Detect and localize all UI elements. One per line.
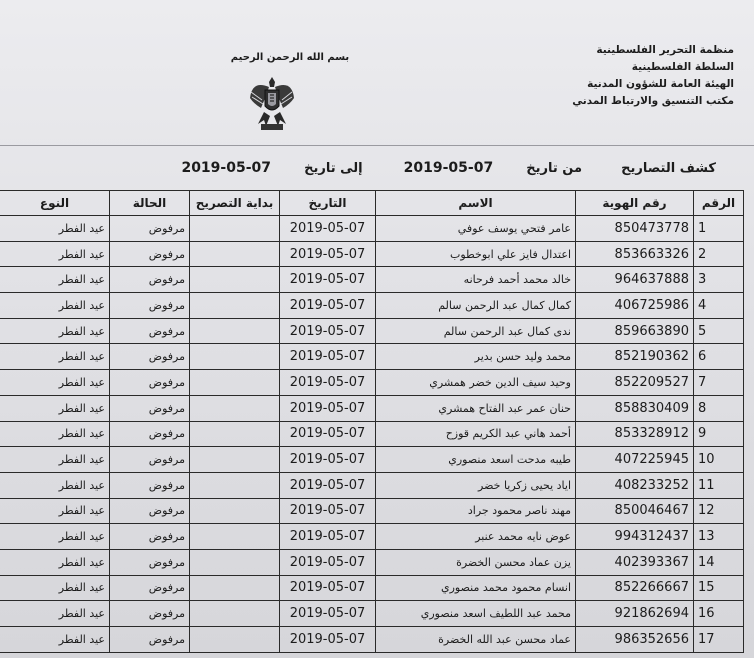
org-line: السلطة الفلسطينية [631,61,734,73]
permit-date-cell: 2019-05-07 [280,370,376,396]
permit-type-cell: عيد الفطر [0,216,110,242]
row-number-cell: 9 [694,421,744,447]
row-number-cell: 13 [694,524,744,550]
permit-type-cell: عيد الفطر [0,601,110,627]
permit-date-cell: 2019-05-07 [280,575,376,601]
person-name-cell: محمد وليد حسن بدير [376,344,576,370]
eagle-emblem-icon [248,74,296,132]
id-number-cell: 994312437 [576,524,694,550]
permit-date-cell: 2019-05-07 [280,395,376,421]
permit-status-cell: مرفوض [110,627,190,653]
permit-status-cell: مرفوض [110,447,190,473]
permit-type-cell: عيد الفطر [0,293,110,319]
permit-start-cell [190,421,280,447]
id-number-cell: 407225945 [576,447,694,473]
id-number-cell: 850046467 [576,498,694,524]
to-date-value: 2019-05-07 [181,160,272,176]
permit-type-cell: عيد الفطر [0,498,110,524]
person-name-cell: خالد محمد أحمد فرحانه [376,267,576,293]
permit-type-cell: عيد الفطر [0,575,110,601]
report-title-text: كشف التصاريح [621,161,716,176]
person-name-cell: محمد عبد اللطيف اسعد منصوري [376,601,576,627]
table-row [0,370,744,396]
person-name-cell: كمال كمال عبد الرحمن سالم [376,293,576,319]
permit-start-cell [190,524,280,550]
id-number-cell: 406725986 [576,293,694,319]
id-number-cell: 986352656 [576,627,694,653]
person-name-cell: عماد محسن عبد الله الخضرة [376,627,576,653]
person-name-cell: اياد يحيى زكريا خضر [376,472,576,498]
permit-status-cell: مرفوض [110,421,190,447]
permit-type-cell: عيد الفطر [0,472,110,498]
person-name-cell: حنان عمر عبد الفتاح همشري [376,395,576,421]
permit-date-cell: 2019-05-07 [280,627,376,653]
table-row [0,549,744,575]
permit-status-cell: مرفوض [110,575,190,601]
row-number-cell: 15 [694,575,744,601]
id-number-cell: 853328912 [576,421,694,447]
id-number-cell: 852209527 [576,370,694,396]
permits-table [0,190,744,653]
table-row [0,293,744,319]
row-number-cell: 8 [694,395,744,421]
header-date: التاريخ [280,191,376,216]
permit-start-cell [190,318,280,344]
permit-start-cell [190,627,280,653]
permit-date-cell: 2019-05-07 [280,549,376,575]
row-number-cell: 6 [694,344,744,370]
row-number-cell: 11 [694,472,744,498]
permit-start-cell [190,267,280,293]
org-line: الهيئة العامة للشؤون المدنية [587,78,734,90]
permit-date-cell: 2019-05-07 [280,318,376,344]
permit-date-cell: 2019-05-07 [280,498,376,524]
permit-type-cell: عيد الفطر [0,344,110,370]
org-line: منظمة التحرير الفلسطينية [596,44,734,56]
table-row [0,267,744,293]
id-number-cell: 853663326 [576,241,694,267]
header-num: الرقم [694,191,744,216]
person-name-cell: اعتدال فايز علي ابوخطوب [376,241,576,267]
id-number-cell: 402393367 [576,549,694,575]
permit-type-cell: عيد الفطر [0,524,110,550]
to-date-label: إلى تاريخ [304,161,363,176]
person-name-cell: عامر فتحي يوسف عوفي [376,216,576,242]
org-line: مكتب التنسيق والارتباط المدني [572,95,734,107]
permit-status-cell: مرفوض [110,498,190,524]
permit-start-cell [190,498,280,524]
row-number-cell: 10 [694,447,744,473]
person-name-cell: مهند ناصر محمود جراد [376,498,576,524]
permit-type-cell: عيد الفطر [0,395,110,421]
id-number-cell: 859663890 [576,318,694,344]
permit-date-cell: 2019-05-07 [280,267,376,293]
table-row [0,241,744,267]
from-date-value: 2019-05-07 [403,160,494,176]
header-start: بداية التصريح [190,191,280,216]
table-row [0,627,744,653]
permit-start-cell [190,216,280,242]
permit-start-cell [190,293,280,319]
permit-date-cell: 2019-05-07 [280,472,376,498]
permit-date-cell: 2019-05-07 [280,447,376,473]
table-row [0,524,744,550]
header-divider [0,145,754,146]
person-name-cell: طيبه مدحت اسعد منصوري [376,447,576,473]
permit-type-cell: عيد الفطر [0,549,110,575]
permit-start-cell [190,241,280,267]
permit-status-cell: مرفوض [110,370,190,396]
person-name-cell: عوض نايه محمد عنبر [376,524,576,550]
permit-start-cell [190,575,280,601]
id-number-cell: 852190362 [576,344,694,370]
table-row [0,575,744,601]
basmala-text: بسم الله الرحمن الرحيم [230,52,350,63]
permit-start-cell [190,395,280,421]
table-row [0,601,744,627]
id-number-cell: 858830409 [576,395,694,421]
table-row [0,344,744,370]
table-row [0,447,744,473]
permit-status-cell: مرفوض [110,472,190,498]
permit-start-cell [190,370,280,396]
id-number-cell: 921862694 [576,601,694,627]
row-number-cell: 17 [694,627,744,653]
permit-date-cell: 2019-05-07 [280,241,376,267]
permit-date-cell: 2019-05-07 [280,216,376,242]
id-number-cell: 408233252 [576,472,694,498]
table-row [0,498,744,524]
permit-status-cell: مرفوض [110,216,190,242]
permit-date-cell: 2019-05-07 [280,524,376,550]
permit-status-cell: مرفوض [110,241,190,267]
row-number-cell: 5 [694,318,744,344]
row-number-cell: 2 [694,241,744,267]
permit-status-cell: مرفوض [110,318,190,344]
row-number-cell: 3 [694,267,744,293]
from-date-label: من تاريخ [526,161,583,176]
row-number-cell: 4 [694,293,744,319]
header-id: رقم الهوية [576,191,694,216]
person-name-cell: ندى كمال عبد الرحمن سالم [376,318,576,344]
permit-date-cell: 2019-05-07 [280,344,376,370]
permits-table-wrapper [0,190,744,653]
header-state: الحالة [110,191,190,216]
permit-start-cell [190,344,280,370]
permit-start-cell [190,472,280,498]
header-type: النوع [0,191,110,216]
row-number-cell: 7 [694,370,744,396]
permit-status-cell: مرفوض [110,601,190,627]
permit-type-cell: عيد الفطر [0,370,110,396]
permit-status-cell: مرفوض [110,267,190,293]
permit-start-cell [190,447,280,473]
permit-type-cell: عيد الفطر [0,267,110,293]
table-row [0,216,744,242]
id-number-cell: 850473778 [576,216,694,242]
id-number-cell: 852266667 [576,575,694,601]
organization-header [534,42,734,110]
table-row [0,472,744,498]
id-number-cell: 964637888 [576,267,694,293]
permit-type-cell: عيد الفطر [0,318,110,344]
permit-start-cell [190,549,280,575]
person-name-cell: انسام محمود محمد منصوري [376,575,576,601]
row-number-cell: 12 [694,498,744,524]
permit-status-cell: مرفوض [110,293,190,319]
permit-status-cell: مرفوض [110,524,190,550]
permit-type-cell: عيد الفطر [0,627,110,653]
row-number-cell: 14 [694,549,744,575]
person-name-cell: يزن عماد محسن الخضرة [376,549,576,575]
permit-date-cell: 2019-05-07 [280,421,376,447]
person-name-cell: وحيد سيف الدين خضر همشري [376,370,576,396]
permit-type-cell: عيد الفطر [0,447,110,473]
person-name-cell: أحمد هاني عبد الكريم قوزح [376,421,576,447]
permit-date-cell: 2019-05-07 [280,293,376,319]
table-row [0,421,744,447]
table-row [0,318,744,344]
table-row [0,395,744,421]
permit-date-cell: 2019-05-07 [280,601,376,627]
permit-status-cell: مرفوض [110,395,190,421]
report-title [181,160,716,176]
permit-type-cell: عيد الفطر [0,241,110,267]
permit-status-cell: مرفوض [110,344,190,370]
permit-status-cell: مرفوض [110,549,190,575]
permit-start-cell [190,601,280,627]
table-header-row [0,191,744,216]
row-number-cell: 16 [694,601,744,627]
header-name: الاسم [376,191,576,216]
table-body [0,216,744,653]
permit-type-cell: عيد الفطر [0,421,110,447]
row-number-cell: 1 [694,216,744,242]
